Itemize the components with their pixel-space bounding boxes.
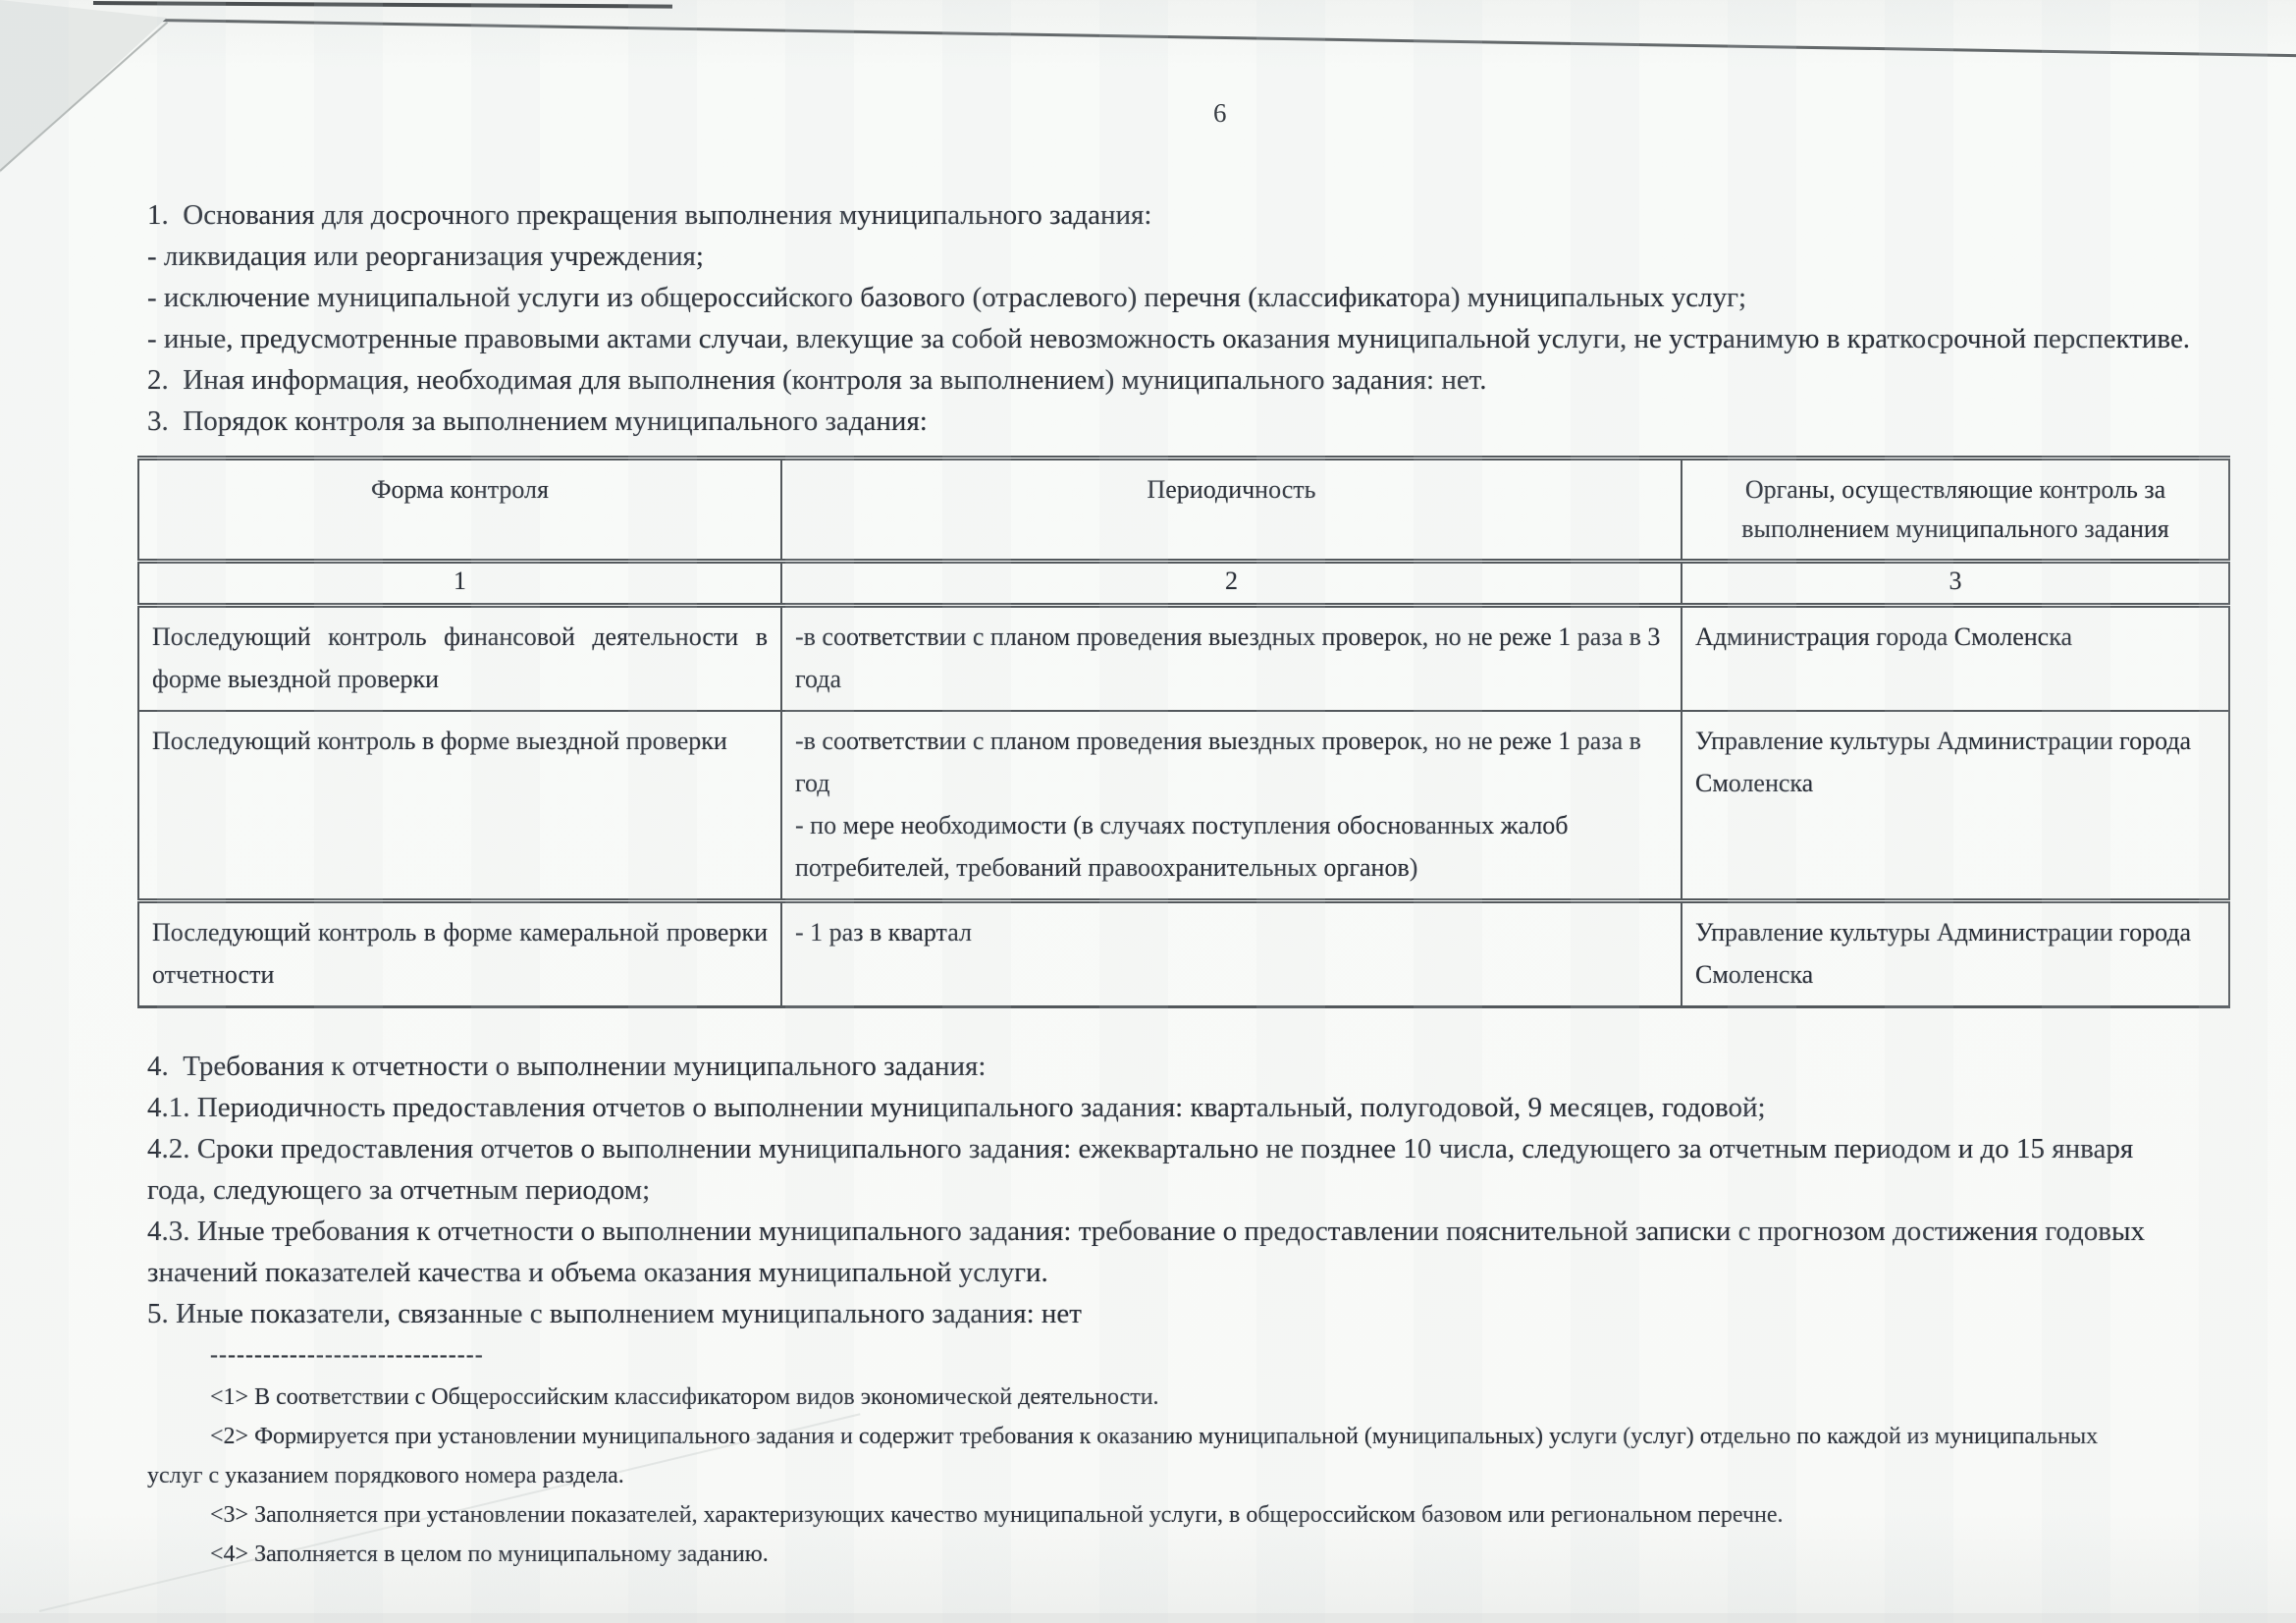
scan-page-edge-line <box>0 16 2296 58</box>
row1-organ-cell: Администрация города Смоленска <box>1682 606 2229 712</box>
row2-period-line-2: - по мере необходимости (в случаях поступления обоснованных жалоб потребителей, требований правоохранительных органов) <box>795 811 1569 882</box>
footnote-1: <1> В соответствии с Общероссийским классификатором видов экономической деятельности. <box>210 1384 1159 1410</box>
table-row <box>138 606 2229 712</box>
document-body <box>147 194 2194 1574</box>
paragraph-1-heading: 1. Основания для досрочного прекращения выполнения муниципального задания: <box>147 199 1152 231</box>
table-header-form: Форма контроля <box>138 459 781 562</box>
paragraph-4-2: 4.2. Сроки предоставления отчетов о выполнении муниципального задания: ежеквартально не позднее 10 числа, следующего за отчетным периодом и до 15 января года, следующего за отчетным периодом; <box>147 1133 2141 1206</box>
row3-period-cell: - 1 раз в квартал <box>781 901 1682 1007</box>
row3-form-cell: Последующий контроль в форме камеральной проверки отчетности <box>138 901 781 1007</box>
table-row <box>138 711 2229 901</box>
paragraph-3: 3. Порядок контроля за выполнением муниципального задания: <box>147 406 928 437</box>
paragraph-4-1: 4.1. Периодичность предоставления отчетов о выполнении муниципального задания: квартальный, полугодовой, 9 месяцев, годовой; <box>147 1092 1766 1123</box>
row2-form-cell: Последующий контроль в форме выездной проверки <box>138 711 781 901</box>
row1-form-cell: Последующий контроль финансовой деятельности в форме выездной проверки <box>138 606 781 712</box>
paragraph-5: 5. Иные показатели, связанные с выполнением муниципального задания: нет <box>147 1298 1082 1329</box>
control-table <box>137 456 2230 1008</box>
paragraph-2: 2. Иная информация, необходимая для выполнения (контроля за выполнением) муниципального задания: нет. <box>147 364 1487 396</box>
scan-top-smudge <box>93 1 672 9</box>
footnote-4: <4> Заполняется в целом по муниципальному заданию. <box>210 1542 769 1567</box>
row3-organ-cell: Управление культуры Администрации города Смоленска <box>1682 901 2229 1007</box>
table-header-period: Периодичность <box>781 459 1682 562</box>
table-header-row <box>138 459 2229 562</box>
column-number-2: 2 <box>781 562 1682 606</box>
row2-period-line-1: -в соответствии с планом проведения выездных проверок, но не реже 1 раза в год <box>795 727 1641 797</box>
footnote-2: <2> Формируется при установлении муниципального задания и содержит требования к оказанию муниципальной (муниципальных) услуги (услуг) отдельно по каждой из муниципальных услуг с указанием порядкового номера раздела. <box>147 1424 2099 1488</box>
page-corner-fold <box>0 0 173 177</box>
table-column-number-row <box>138 562 2229 606</box>
paragraph-4-3: 4.3. Иные требования к отчетности о выполнении муниципального задания: требование о предоставлении пояснительной записки с прогнозом достижения годовых значений показателей качества и объема оказания муниципальной услуги. <box>147 1216 2153 1288</box>
page-number: 6 <box>1213 98 1227 128</box>
paragraph-1-item-1: - ликвидация или реорганизация учреждения; <box>147 241 704 272</box>
table-header-organ: Органы, осуществляющие контроль за выполнением муниципального задания <box>1682 459 2229 562</box>
row2-organ-cell: Управление культуры Администрации города Смоленска <box>1682 711 2229 901</box>
column-number-3: 3 <box>1682 562 2229 606</box>
paragraph-4: 4. Требования к отчетности о выполнении муниципального задания: <box>147 1051 987 1082</box>
scan-bottom-edge <box>0 1613 2296 1623</box>
paragraph-1-item-2: - исключение муниципальной услуги из общероссийского базового (отраслевого) перечня (классификатора) муниципальных услуг; <box>147 282 1747 313</box>
row1-period-cell: -в соответствии с планом проведения выездных проверок, но не реже 1 раза в 3 года <box>781 606 1682 712</box>
row2-period-cell <box>781 711 1682 901</box>
table-row <box>138 901 2229 1007</box>
column-number-1: 1 <box>138 562 781 606</box>
paragraph-1-item-3: - иные, предусмотренные правовыми актами случаи, влекущие за собой невозможность оказания муниципальной услуги, не устранимую в краткосрочной перспективе. <box>147 323 2191 354</box>
footnote-separator: ------------------------------- <box>210 1342 484 1368</box>
footnote-3: <3> Заполняется при установлении показателей, характеризующих качество муниципальной услуги, в общероссийском базовом или региональном перечне. <box>210 1502 1784 1528</box>
